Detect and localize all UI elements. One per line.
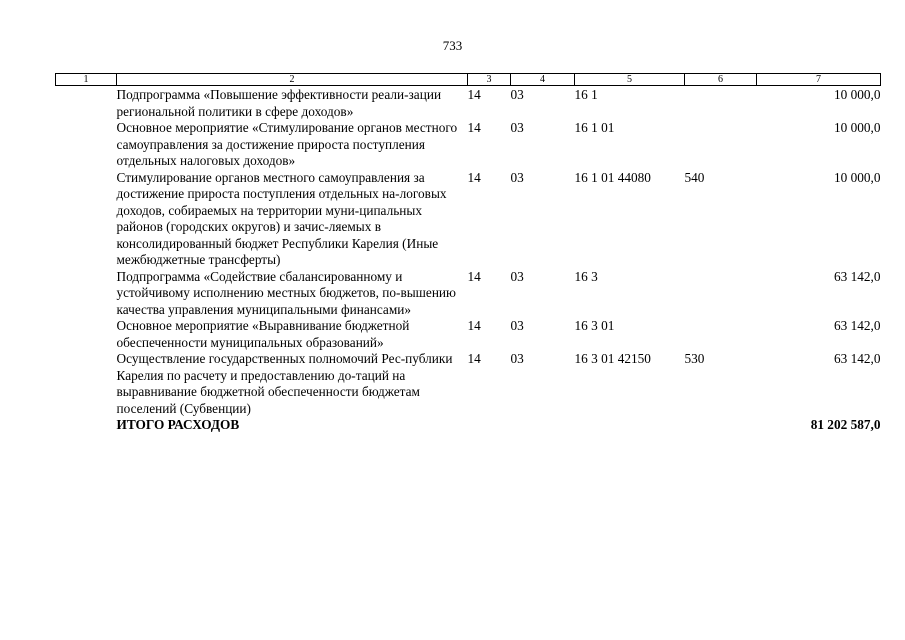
- row-amount: 10 000,0: [833, 120, 881, 135]
- row-name: Стимулирование органов местного самоуправления за достижение прироста поступления отдельных на-логовых доходов, собираемых на территории муни-ципальных районов (городских округов) и зачис-ляемых в консолидированный бюджет Республики Карелия (Иные межбюджетные трансферты): [116, 169, 447, 267]
- table-row: [56, 351, 881, 417]
- row-amount: 10 000,0: [833, 87, 881, 102]
- row-target-article: 16 3 01: [574, 318, 615, 333]
- table-row: [56, 120, 881, 170]
- row-expense-type: 530: [684, 351, 705, 366]
- row-expense-type: [685, 120, 757, 170]
- row-target-article: 16 1: [574, 87, 598, 102]
- column-header-7: 7: [757, 74, 881, 86]
- table-row: [56, 269, 881, 319]
- row-section: 14: [467, 120, 481, 135]
- row-subsection: 03: [510, 169, 524, 185]
- row-section: 14: [467, 318, 481, 333]
- row-amount: 10 000,0: [833, 169, 881, 185]
- row-target-article: 16 1 01 44080: [574, 169, 651, 185]
- row-name: Подпрограмма «Содействие сбалансированному и устойчивому исполнению местных бюджетов, по-вышению качества управления муниципальными финансами»: [116, 268, 456, 317]
- row-subsection: 03: [510, 87, 524, 102]
- column-number-row: [56, 74, 881, 86]
- row-subsection: 03: [510, 120, 524, 135]
- column-header-6: 6: [685, 74, 757, 86]
- row-target-article: 16 3: [574, 268, 598, 284]
- row-target-article: 16 1 01: [574, 120, 615, 135]
- total-row: [56, 417, 881, 434]
- row-target-article: 16 3 01 42150: [574, 351, 651, 366]
- row-amount: 63 142,0: [833, 318, 881, 333]
- table-row: [56, 318, 881, 351]
- table-row: [56, 170, 881, 269]
- row-amount: 63 142,0: [833, 351, 881, 366]
- column-header-1: 1: [56, 74, 117, 86]
- row-name: Основное мероприятие «Стимулирование органов местного самоуправления за достижение прироста поступления отдельных налоговых доходов»: [116, 120, 458, 168]
- row-subsection: 03: [510, 351, 524, 366]
- table-row: [56, 86, 881, 121]
- row-expense-type: [685, 86, 757, 121]
- column-header-2: 2: [117, 74, 468, 86]
- column-header-4: 4: [511, 74, 575, 86]
- row-expense-type: [685, 269, 757, 319]
- row-section: 14: [467, 169, 481, 185]
- row-expense-type: [685, 318, 757, 351]
- column-header-3: 3: [468, 74, 511, 86]
- row-subsection: 03: [510, 318, 524, 333]
- row-section: 14: [467, 268, 481, 284]
- column-header-5: 5: [575, 74, 685, 86]
- row-subsection: 03: [510, 268, 524, 284]
- page-number: 733: [442, 38, 463, 53]
- total-label: ИТОГО РАСХОДОВ: [116, 417, 240, 432]
- row-section: 14: [467, 351, 481, 366]
- row-name: Основное мероприятие «Выравнивание бюджетной обеспеченности муниципальных образований»: [116, 318, 410, 350]
- row-name: Подпрограмма «Повышение эффективности реали-зации региональной политики в сфере доходов»: [116, 87, 442, 119]
- row-amount: 63 142,0: [833, 268, 881, 284]
- row-expense-type: 540: [684, 169, 705, 185]
- total-amount: 81 202 587,0: [810, 417, 881, 432]
- budget-table: [55, 73, 881, 434]
- row-section: 14: [467, 87, 481, 102]
- row-name: Осуществление государственных полномочий Рес-публики Карелия по расчету и предоставлению до-таций на выравнивание бюджетной обеспеченности бюджетам поселений (Субвенции): [116, 351, 453, 416]
